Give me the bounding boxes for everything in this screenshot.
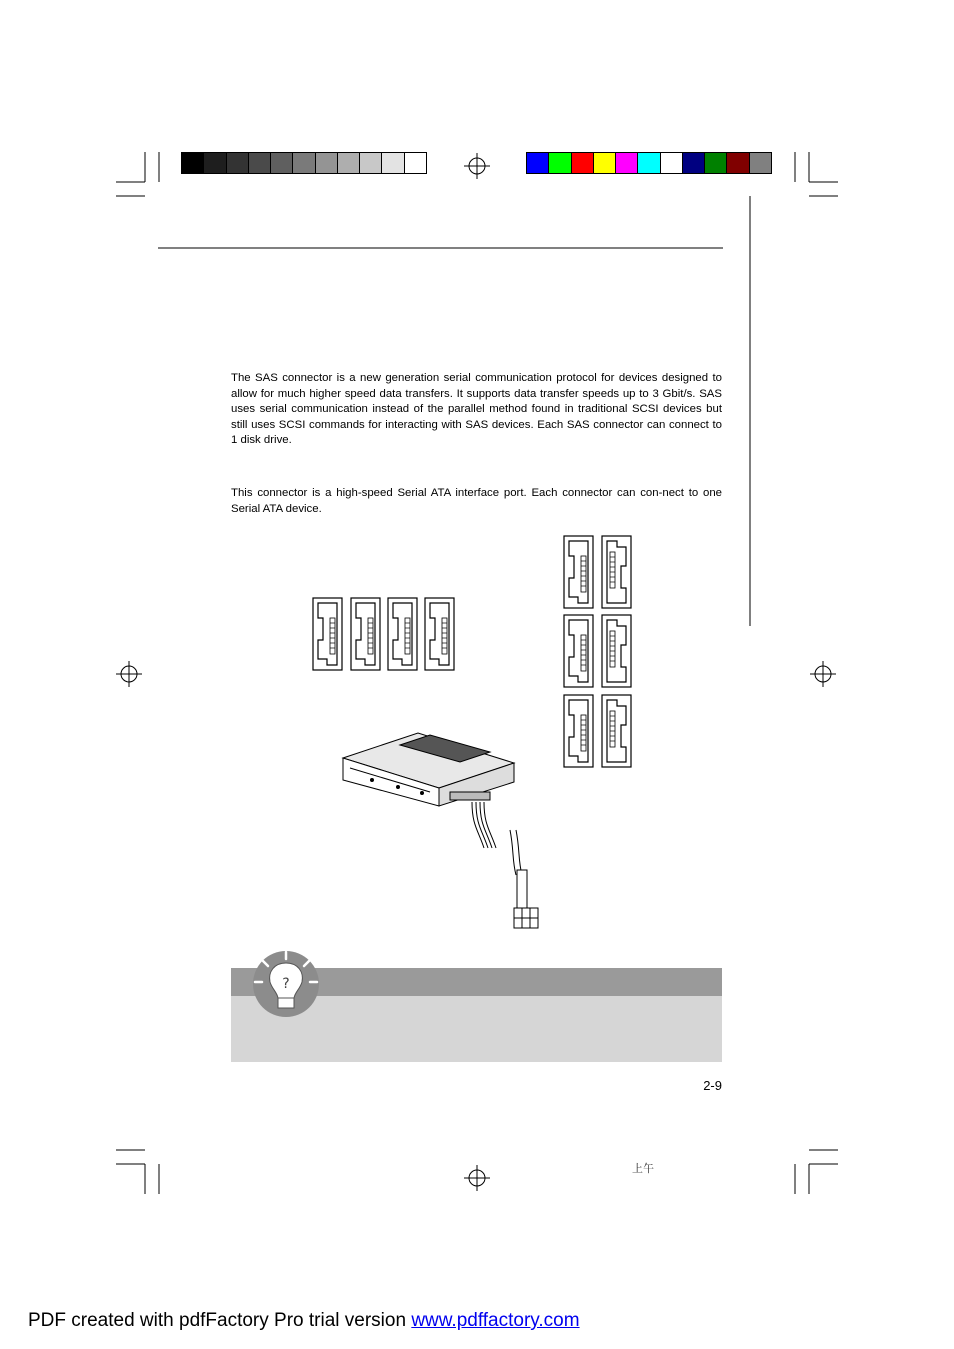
grayscale-calibration-bar [181, 152, 427, 174]
grayscale-swatch [227, 153, 249, 173]
color-swatch [683, 153, 705, 173]
sas-connector-group [313, 598, 454, 670]
page-number: 2-9 [703, 1078, 722, 1093]
color-calibration-bar [526, 152, 772, 174]
grayscale-swatch [249, 153, 271, 173]
pdffactory-link[interactable]: www.pdffactory.com [411, 1310, 580, 1331]
grayscale-swatch [316, 153, 338, 173]
grayscale-swatch [382, 153, 404, 173]
grayscale-swatch [405, 153, 426, 173]
color-swatch [750, 153, 771, 173]
pdf-creator-text: PDF created with pdfFactory Pro trial version [28, 1310, 412, 1331]
print-mark-text: 上午 [632, 1162, 654, 1175]
grayscale-swatch [338, 153, 360, 173]
color-swatch [661, 153, 683, 173]
color-swatch [638, 153, 660, 173]
color-swatch [616, 153, 638, 173]
grayscale-swatch [271, 153, 293, 173]
color-swatch [549, 153, 571, 173]
pdf-creator-notice [28, 1310, 580, 1332]
grayscale-swatch [293, 153, 315, 173]
grayscale-swatch [182, 153, 204, 173]
color-swatch [727, 153, 749, 173]
grayscale-swatch [360, 153, 382, 173]
color-swatch [527, 153, 549, 173]
sata-cable [472, 802, 538, 928]
sas-description: The SAS connector is a new generation serial communication protocol for devices designed to allow for much higher speed data transfers. It supports data transfer speeds up to 3 Gbit/s. SAS uses serial communication instead of the parallel method found in traditional SCSI devices but still uses SCSI commands for interacting with SAS devices. Each SAS connector can connect to 1 disk drive. [231, 372, 722, 446]
sata-connector-group [564, 536, 631, 767]
lightbulb-icon [250, 948, 322, 1020]
sata-description: This connector is a high-speed Serial ATA interface port. Each connector can con-nect to one Serial ATA device. [231, 487, 722, 515]
color-swatch [705, 153, 727, 173]
color-swatch [572, 153, 594, 173]
svg-text:?: ? [282, 976, 290, 992]
color-swatch [594, 153, 616, 173]
connector-diagram [300, 530, 650, 940]
hard-drive-illustration [343, 733, 514, 806]
grayscale-swatch [204, 153, 226, 173]
